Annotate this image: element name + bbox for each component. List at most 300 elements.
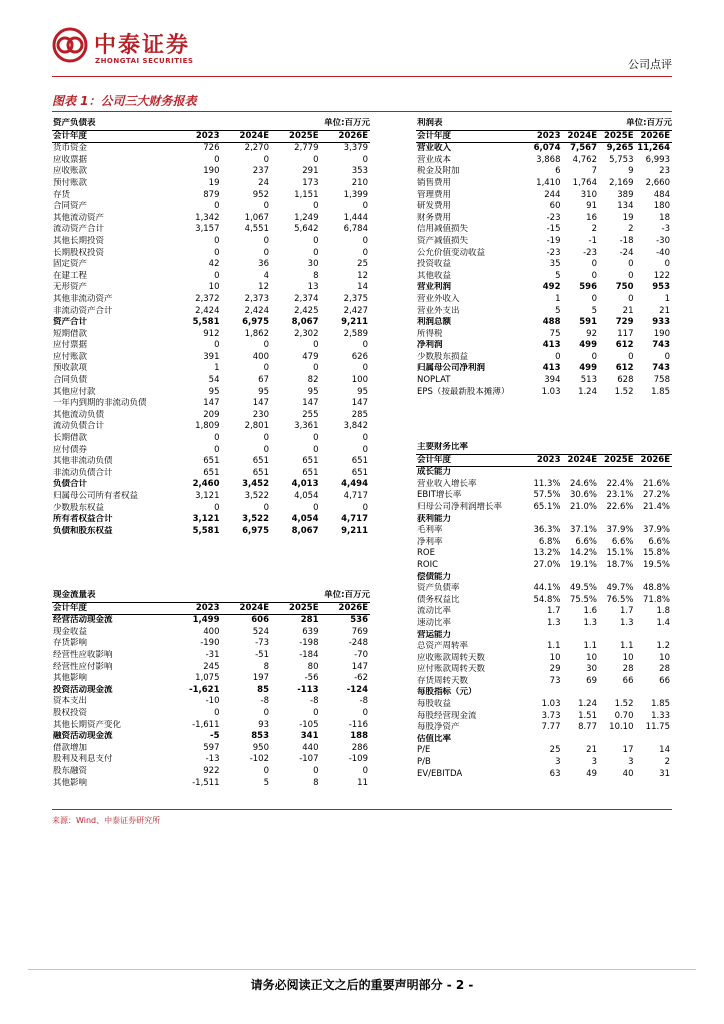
cell-value: 626 xyxy=(351,351,368,362)
cell-value: 13.2% xyxy=(533,548,561,559)
cell-value: 291 xyxy=(302,166,319,177)
table-title: 利润表 xyxy=(417,118,443,128)
cell-value: 0 xyxy=(313,444,319,455)
table-row xyxy=(416,224,672,236)
table-header-row xyxy=(416,130,672,143)
cell-value: 479 xyxy=(302,351,319,362)
table-header-row xyxy=(52,602,370,615)
cell-value: 6,975 xyxy=(242,317,269,328)
cell-value: 1.2 xyxy=(656,641,670,652)
table-row xyxy=(52,236,370,248)
cell-value: 639 xyxy=(302,626,319,637)
cell-value: 3,157 xyxy=(195,224,220,235)
cell-value: 3,842 xyxy=(343,421,368,432)
row-label: 每股净资产 xyxy=(417,722,460,733)
cell-value: 15.8% xyxy=(642,548,670,559)
table-row xyxy=(416,479,672,491)
table-row xyxy=(416,722,672,734)
cell-value: 0 xyxy=(263,154,269,165)
cell-value: -1,611 xyxy=(192,719,220,730)
table-row xyxy=(416,248,672,260)
cell-value: 391 xyxy=(203,351,220,362)
source-note: 来源：Wind、中泰证券研究所 xyxy=(52,816,161,825)
cell-value: 2 xyxy=(591,224,597,235)
cell-value: 1.6 xyxy=(583,606,597,617)
row-label: P/E xyxy=(417,745,431,756)
cell-value: -24 xyxy=(619,247,634,258)
cell-value: 11.3% xyxy=(533,478,561,489)
cell-value: 49 xyxy=(586,768,597,779)
cell-value: -70 xyxy=(354,649,368,660)
table-row xyxy=(52,491,370,503)
cell-value: 750 xyxy=(615,282,634,293)
table-unit: 单位:百万元 xyxy=(324,118,370,128)
cell-value: 0 xyxy=(214,270,220,281)
cell-value: 4,494 xyxy=(341,479,368,490)
cell-value: -1 xyxy=(588,235,597,246)
cell-value: 1.85 xyxy=(651,386,670,397)
row-label: 资本支出 xyxy=(53,696,88,707)
cell-value: 245 xyxy=(203,661,220,672)
cell-value: 28 xyxy=(622,664,634,675)
table-row xyxy=(416,502,672,514)
column-header: 2026E xyxy=(321,602,371,615)
cell-value xyxy=(599,514,636,526)
cell-value: 389 xyxy=(617,189,634,200)
cell-value: -51 xyxy=(255,649,269,660)
cell-value: 285 xyxy=(351,409,368,420)
cell-value: 606 xyxy=(251,615,269,626)
cell-value: 4,717 xyxy=(343,491,368,501)
row-label: 营业利润 xyxy=(417,282,452,293)
cell-value: 0.70 xyxy=(614,710,634,721)
cell-value: 25 xyxy=(549,745,561,756)
table-row xyxy=(416,178,672,190)
cell-value: 0 xyxy=(362,444,368,455)
cell-value: -5 xyxy=(210,731,220,742)
cell-value: -1,621 xyxy=(189,684,220,695)
cell-value xyxy=(526,514,563,526)
table-row xyxy=(416,363,672,375)
table-row xyxy=(416,525,672,537)
cell-value: 3,121 xyxy=(195,491,220,501)
row-label: 营业收入增长率 xyxy=(417,478,477,489)
row-label: 应付票据 xyxy=(53,340,88,351)
cell-value: 0 xyxy=(263,201,269,212)
cell-value: 1,067 xyxy=(244,212,269,223)
cell-value: 188 xyxy=(350,731,368,742)
table-row xyxy=(416,387,672,399)
cell-value: 2,373 xyxy=(244,293,269,304)
cell-value: 0 xyxy=(313,433,319,444)
cell-value: 0 xyxy=(362,363,368,374)
cell-value: 1,862 xyxy=(244,328,269,339)
column-header: 2024E xyxy=(222,130,272,143)
cell-value: 1.03 xyxy=(541,699,561,710)
column-header: 会计年度 xyxy=(416,454,526,467)
cell-value: 4,717 xyxy=(341,514,368,525)
table-row xyxy=(416,166,672,178)
row-label: 流动资产合计 xyxy=(53,224,105,235)
row-label: 存货 xyxy=(53,189,71,200)
cell-value: 4,054 xyxy=(291,514,319,525)
row-label: 所有者权益合计 xyxy=(53,514,113,525)
cell-value: 73 xyxy=(549,675,561,686)
table-row xyxy=(416,282,672,294)
table-row xyxy=(416,734,672,746)
table-row xyxy=(416,676,672,688)
cell-value: -1,511 xyxy=(192,777,220,788)
cell-value: 6.6% xyxy=(611,536,634,547)
cell-value: 0 xyxy=(313,201,319,212)
row-label: 预收款项 xyxy=(53,363,88,374)
row-label: 合同负债 xyxy=(53,375,88,386)
cell-value: 21.0% xyxy=(569,501,597,512)
cell-value: 95 xyxy=(307,386,319,397)
row-label: 净利率 xyxy=(417,536,443,547)
cell-value: 21 xyxy=(659,305,670,316)
cell-value: 0 xyxy=(628,259,634,270)
table-row xyxy=(416,259,672,271)
cell-value: 513 xyxy=(580,375,597,386)
cell-value: 0 xyxy=(313,154,319,165)
table-row xyxy=(416,340,672,352)
table-row xyxy=(416,236,672,248)
row-label: 无形资产 xyxy=(53,282,88,293)
row-label: 所得税 xyxy=(417,328,443,339)
cell-value: 28 xyxy=(659,664,670,675)
table-row xyxy=(416,514,672,526)
cell-value: 3.73 xyxy=(541,710,561,721)
table-row xyxy=(52,514,370,526)
cell-value: 1.1 xyxy=(546,641,561,652)
cell-value: 912 xyxy=(203,328,220,339)
cell-value: 400 xyxy=(203,626,220,637)
cell-value: 8 xyxy=(313,270,319,281)
cell-value: 27.0% xyxy=(533,559,561,570)
footer-divider xyxy=(28,969,696,970)
cell-value: 0 xyxy=(591,259,597,270)
cell-value: 19.5% xyxy=(642,559,670,570)
table-row xyxy=(52,445,370,457)
row-label: 资产合计 xyxy=(53,317,88,328)
cell-value: 11,264 xyxy=(637,143,670,154)
cell-value: 524 xyxy=(252,626,269,637)
cell-value: -23 xyxy=(583,247,597,258)
cell-value: 628 xyxy=(617,375,634,386)
table-row xyxy=(52,259,370,271)
cell-value: 37.9% xyxy=(606,525,634,536)
cell-value: 49.7% xyxy=(606,583,634,594)
cell-value: 0 xyxy=(263,707,269,718)
cell-value: 1,075 xyxy=(195,673,220,684)
cell-value: 758 xyxy=(653,375,670,386)
cell-value: 1,399 xyxy=(343,189,368,200)
cell-value: 0 xyxy=(313,502,319,513)
table-row xyxy=(52,363,370,375)
cell-value: 4,054 xyxy=(294,491,319,501)
row-label: 负债合计 xyxy=(53,479,88,490)
cell-value: 341 xyxy=(300,731,319,742)
column-header: 2023 xyxy=(172,130,222,143)
cell-value: 0 xyxy=(362,433,368,444)
cell-value: 2,660 xyxy=(645,177,670,188)
cell-value: 237 xyxy=(252,166,269,177)
table-row xyxy=(52,708,370,720)
cell-value: -105 xyxy=(299,719,319,730)
table-row xyxy=(52,766,370,778)
cell-value: 1 xyxy=(664,293,670,304)
cell-value: 190 xyxy=(203,166,220,177)
table-header-row xyxy=(416,454,672,467)
cell-value: 0 xyxy=(263,363,269,374)
cell-value: 60 xyxy=(549,201,561,212)
cell-value: 14 xyxy=(357,282,368,293)
cell-value: 5 xyxy=(555,270,561,281)
row-label: 经营性应收影响 xyxy=(53,649,113,660)
cell-value: 651 xyxy=(302,456,319,467)
row-label: 研发费用 xyxy=(417,201,452,212)
cell-value: 30 xyxy=(307,259,319,270)
cell-value: 2 xyxy=(628,224,634,235)
cell-value: 100 xyxy=(351,375,368,386)
table-row xyxy=(416,583,672,595)
row-label: 预付账款 xyxy=(53,177,88,188)
cell-value: 612 xyxy=(615,363,634,374)
cell-value: 3,868 xyxy=(536,154,561,165)
cell-value: 0 xyxy=(214,235,220,246)
cell-value: 197 xyxy=(252,673,269,684)
table-row xyxy=(52,166,370,178)
cell-value: 24.6% xyxy=(569,478,597,489)
cell-value: 0 xyxy=(263,433,269,444)
cell-value: 853 xyxy=(251,731,269,742)
column-header: 会计年度 xyxy=(416,130,526,143)
cell-value: 122 xyxy=(653,270,670,281)
cell-value: -23 xyxy=(546,212,561,223)
cell-value: 71.8% xyxy=(642,594,670,605)
cell-value: 310 xyxy=(580,189,597,200)
cell-value: 0 xyxy=(214,154,220,165)
row-label: 税金及附加 xyxy=(417,166,460,177)
cell-value: 1,809 xyxy=(195,421,220,432)
row-label: EBIT增长率 xyxy=(417,490,462,501)
cell-value xyxy=(563,572,600,584)
cell-value: -8 xyxy=(359,696,368,707)
column-header: 2025E xyxy=(271,130,321,143)
cell-value: 0 xyxy=(214,707,220,718)
cell-value: -109 xyxy=(348,754,368,765)
cell-value: 31 xyxy=(659,768,670,779)
logo-text-cn: 中泰证券 xyxy=(94,33,191,58)
cell-value: 651 xyxy=(203,467,220,478)
cell-value: 2,374 xyxy=(294,293,319,304)
table-row xyxy=(52,638,370,650)
cell-value: 19 xyxy=(208,177,220,188)
cell-value: 37.9% xyxy=(642,525,670,536)
row-label: EV/EBITDA xyxy=(417,768,463,779)
cell-value: 7.77 xyxy=(541,722,561,733)
cell-value: 0 xyxy=(214,247,220,258)
row-label: 成长能力 xyxy=(417,467,452,478)
table-row xyxy=(52,685,370,697)
table-row xyxy=(52,317,370,329)
table-row xyxy=(52,398,370,410)
cell-value: 16 xyxy=(586,212,597,223)
cell-value: 10 xyxy=(622,652,634,663)
cell-value: 0 xyxy=(263,247,269,258)
table-row xyxy=(416,548,672,560)
cell-value: 0 xyxy=(313,765,319,776)
table-row xyxy=(416,537,672,549)
ratios-section xyxy=(416,442,672,780)
cell-value xyxy=(563,467,600,479)
cell-value: 0 xyxy=(362,502,368,513)
cell-value: 37.1% xyxy=(569,525,597,536)
row-label: 合同资产 xyxy=(53,201,88,212)
table-row xyxy=(416,630,672,642)
cell-value: 230 xyxy=(252,409,269,420)
table-row xyxy=(52,155,370,167)
cell-value: 24 xyxy=(258,177,269,188)
row-label: 流动比率 xyxy=(417,606,452,617)
cell-value: 0 xyxy=(664,351,670,362)
cell-value: -23 xyxy=(546,247,561,258)
cell-value: 3 xyxy=(591,757,597,768)
row-label: ROIC xyxy=(417,559,439,570)
table-row xyxy=(52,190,370,202)
cell-value: 5 xyxy=(555,305,561,316)
source-divider xyxy=(52,809,672,810)
row-label: 其他收益 xyxy=(417,270,452,281)
column-header: 2025E xyxy=(599,454,636,467)
table-row xyxy=(52,615,370,627)
cell-value: 0 xyxy=(362,247,368,258)
financial-ratios-table xyxy=(416,442,672,780)
cell-value: 18.7% xyxy=(606,559,634,570)
cell-value: 353 xyxy=(351,166,368,177)
table-row xyxy=(416,653,672,665)
table-row xyxy=(416,618,672,630)
cell-value: 0 xyxy=(591,293,597,304)
table-row xyxy=(52,421,370,433)
cell-value: 729 xyxy=(615,317,634,328)
cell-value: 952 xyxy=(252,189,269,200)
cell-value: 3,452 xyxy=(242,479,269,490)
row-label: 存货影响 xyxy=(53,638,88,649)
cell-value: 5,753 xyxy=(609,154,634,165)
cell-value: -8 xyxy=(310,696,319,707)
row-label: 估值比率 xyxy=(417,733,452,744)
row-label: 其他非流动资产 xyxy=(53,293,113,304)
cell-value: 3,522 xyxy=(242,514,269,525)
cell-value: -30 xyxy=(656,235,670,246)
cell-value: 5,581 xyxy=(192,525,220,536)
cell-value: 8 xyxy=(263,661,269,672)
cell-value: 48.8% xyxy=(642,583,670,594)
cell-value: 2,375 xyxy=(343,293,368,304)
table-row xyxy=(416,560,672,572)
cell-value: 6,784 xyxy=(343,224,368,235)
row-label: 长期借款 xyxy=(53,433,88,444)
cell-value: 6.6% xyxy=(575,536,597,547)
row-label: 股东融资 xyxy=(53,765,88,776)
cell-value: 394 xyxy=(544,375,561,386)
balance-sheet-section xyxy=(52,118,370,537)
cell-value xyxy=(636,514,673,526)
cell-value: -198 xyxy=(299,638,319,649)
column-header: 2025E xyxy=(271,602,321,615)
row-label: 资产减值损失 xyxy=(417,235,469,246)
cell-value: 651 xyxy=(252,456,269,467)
table-row xyxy=(52,306,370,318)
table-row xyxy=(52,456,370,468)
table-row xyxy=(52,720,370,732)
cell-value: 286 xyxy=(351,742,368,753)
cell-value: 2,425 xyxy=(294,305,319,316)
cell-value: 1.8 xyxy=(656,606,670,617)
cell-value: 0 xyxy=(628,293,634,304)
row-label: 股利及利息支付 xyxy=(53,754,113,765)
cell-value: 76.5% xyxy=(606,594,634,605)
cell-value: 950 xyxy=(252,742,269,753)
cell-value: 13 xyxy=(307,282,319,293)
cell-value xyxy=(563,514,600,526)
cell-value: 1,151 xyxy=(294,189,319,200)
cell-value: 8,067 xyxy=(291,317,319,328)
cell-value: -102 xyxy=(249,754,269,765)
cell-value: 413 xyxy=(542,340,561,351)
cell-value xyxy=(636,734,673,746)
row-label: 非流动负债合计 xyxy=(53,467,113,478)
cell-value: 5,581 xyxy=(192,317,220,328)
table-row xyxy=(416,190,672,202)
cell-value: 21 xyxy=(586,745,597,756)
cell-value: 85 xyxy=(257,684,269,695)
cell-value: -10 xyxy=(205,696,220,707)
cell-value: 93 xyxy=(258,719,269,730)
cell-value: 19.1% xyxy=(569,559,597,570)
table-row xyxy=(416,699,672,711)
cell-value: 4,762 xyxy=(572,154,597,165)
cell-value: 6,975 xyxy=(242,525,269,536)
cell-value: 67 xyxy=(258,375,269,386)
table-row xyxy=(52,329,370,341)
cell-value: 1.4 xyxy=(656,617,670,628)
row-label: 信用减值损失 xyxy=(417,224,469,235)
cell-value: 95 xyxy=(357,386,368,397)
cell-value: 1 xyxy=(555,293,561,304)
table-row xyxy=(416,745,672,757)
row-label: 归母公司净利润增长率 xyxy=(417,501,503,512)
row-label: 存货周转天数 xyxy=(417,675,469,686)
table-header-row xyxy=(52,130,370,143)
row-label: 营业外支出 xyxy=(417,305,460,316)
cell-value: 413 xyxy=(542,363,561,374)
row-label: 其他应付款 xyxy=(53,386,96,397)
row-label: 应付债券 xyxy=(53,444,88,455)
cell-value: -190 xyxy=(200,638,220,649)
page-header xyxy=(0,0,724,86)
cell-value: 651 xyxy=(203,456,220,467)
row-label: 其他长期投资 xyxy=(53,235,105,246)
cell-value: 2 xyxy=(664,757,670,768)
row-label: 每股经营现金流 xyxy=(417,710,477,721)
table-row xyxy=(52,778,370,790)
cell-value: 4,013 xyxy=(291,479,319,490)
cash-flow-section xyxy=(52,590,370,789)
footer-disclaimer: 请务必阅读正文之后的重要声明部分 - 2 - xyxy=(250,978,474,992)
